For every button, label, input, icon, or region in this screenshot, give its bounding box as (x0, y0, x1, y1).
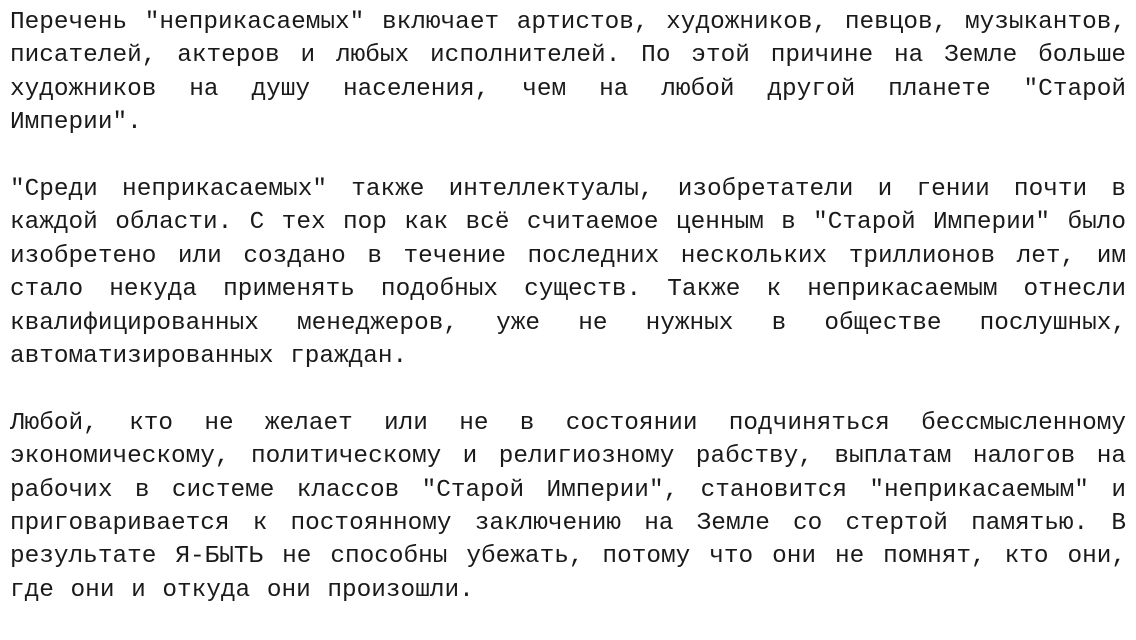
document-body (10, 6, 1126, 607)
paragraph-untouchables-list: Перечень "неприкасаемых" включает артистов, художников, певцов, музыкантов, писателей, актеров и любых исполнителей. По этой причине на Земле больше художников на душу населения, чем на любой другой планете "Старой Империи". (10, 9, 1126, 137)
paragraph-intellectuals: "Среди неприкасаемых" также интеллектуалы, изобретатели и гении почти в каждой области. С тех пор как всё считаемое ценным в "Старой Империи" было изобретено или создано в течение последних нескольких триллионов лет, им стало некуда применять подобных существ. Также к неприкасаемым отнесли квалифицированных менеджеров, уже не нужных в обществе послушных, автоматизированных граждан. (10, 176, 1126, 371)
paragraph-imprisonment: Любой, кто не желает или не в состоянии подчиняться бессмысленному экономическому, политическому и религиозному рабству, выплатам налогов на рабочих в системе классов "Старой Империи", становится "неприкасаемым" и приговаривается к постоянному заключению на Земле со стертой памятью. В результате Я-БЫТЬ не способны убежать, потому что они не помнят, кто они, где они и откуда они произошли. (10, 409, 1126, 604)
